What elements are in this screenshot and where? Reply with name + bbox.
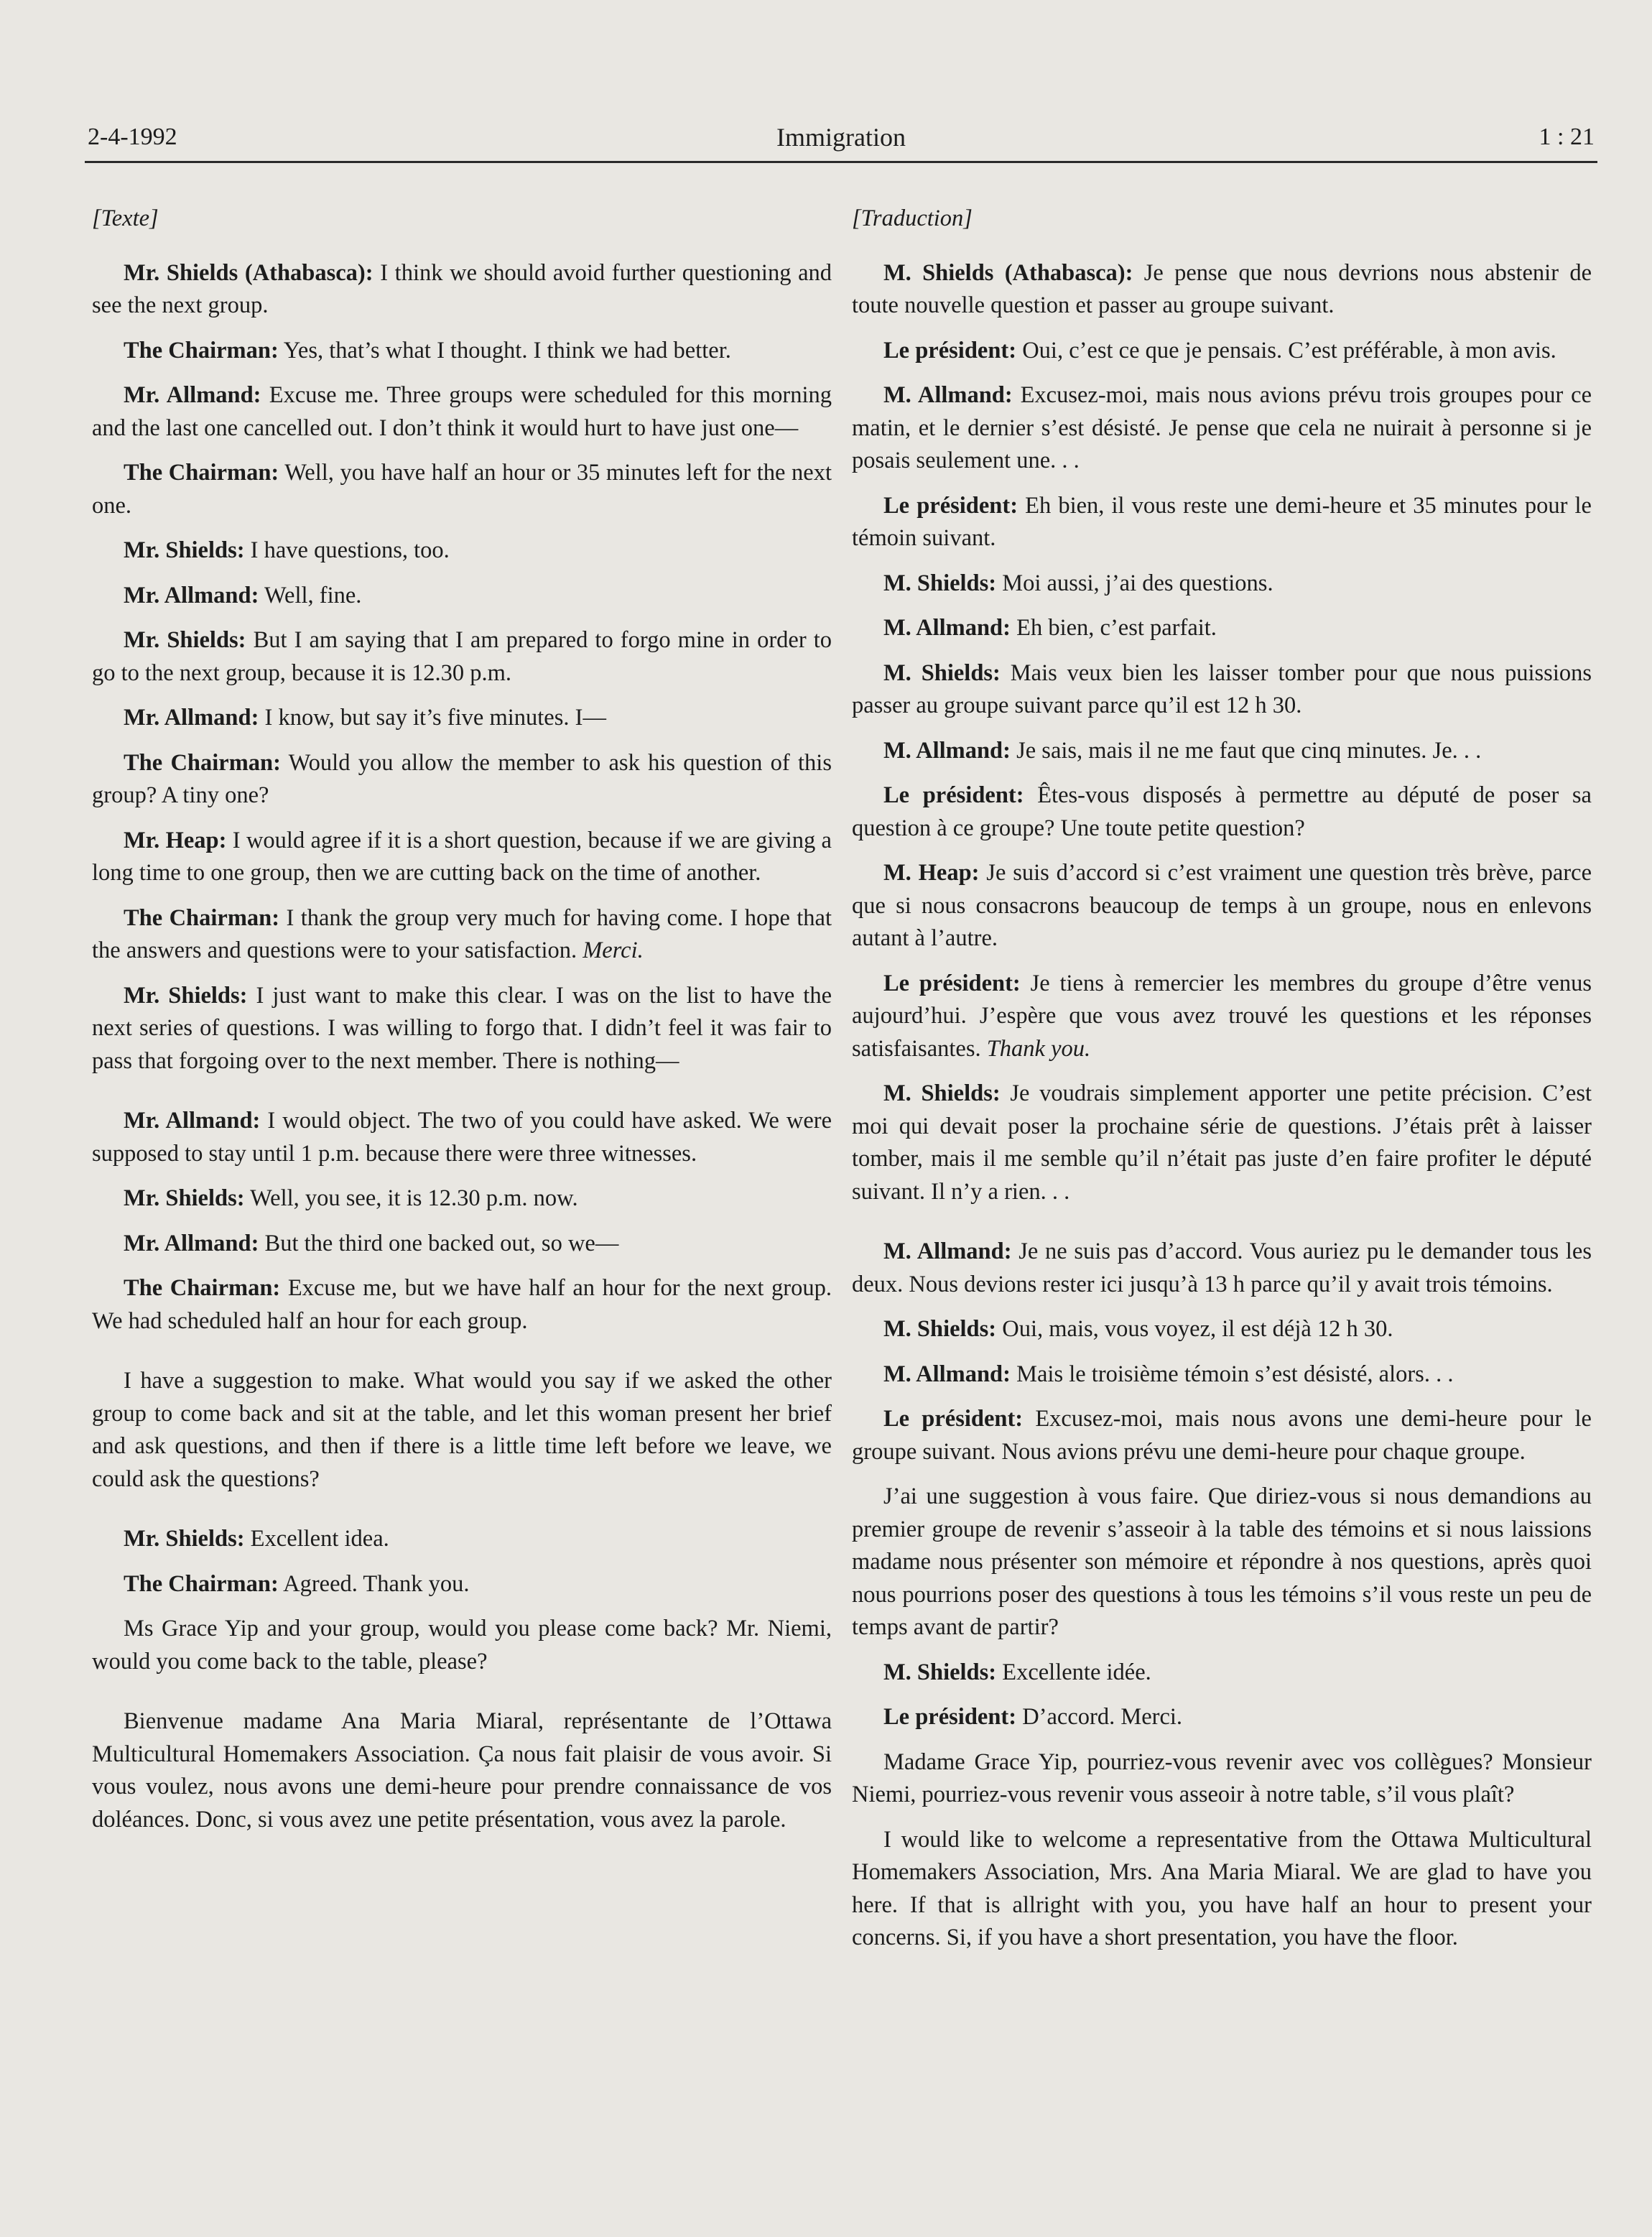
- speech-text: Mais le troisième témoin s’est désisté, alors. . .: [1010, 1361, 1454, 1387]
- column-tag: [Traduction]: [852, 205, 973, 231]
- speech-text: Agreed. Thank you.: [278, 1570, 470, 1597]
- transcript-paragraph: [92, 825, 832, 890]
- speaker-name: Mr. Shields:: [124, 627, 246, 653]
- speech-text: Eh bien, c’est parfait.: [1010, 615, 1217, 641]
- transcript-paragraph: [852, 857, 1592, 955]
- speaker-name: Mr. Shields (Athabasca):: [124, 259, 373, 286]
- speaker-name: The Chairman:: [124, 460, 279, 486]
- speaker-name: M. Allmand:: [883, 1238, 1012, 1264]
- speaker-name: Le président:: [883, 970, 1021, 996]
- speech-text: I would agree if it is a short question, because if we are giving a long time to one group, then we are cutting back on the time of another.: [92, 827, 832, 886]
- speaker-name: Mr. Shields:: [124, 982, 248, 1009]
- column-tag: [Texte]: [92, 205, 159, 231]
- header-page-number: 1 : 21: [1539, 124, 1595, 150]
- speaker-name: The Chairman:: [124, 1275, 281, 1301]
- speech-text: Excellente idée.: [996, 1659, 1151, 1685]
- speech-text: Eh bien, il vous reste une demi-heure et 35 minutes pour le témoin suivant.: [852, 492, 1592, 551]
- speech-text: Bienvenue madame Ana Maria Miaral, représentante de l’Ottawa Multicultural Homemakers Association. Ça nous fait plaisir de vous avoir. Si vous voulez, nous avons une demi-heure pour prendre connaissance de vos doléances. Donc, si vous avez une petite présentation, vous avez la parole.: [92, 1708, 832, 1833]
- transcript-paragraph: [92, 1105, 832, 1170]
- speaker-name: Mr. Allmand:: [124, 705, 259, 731]
- transcript-paragraph: [852, 968, 1592, 1066]
- speaker-name: M. Allmand:: [883, 737, 1011, 764]
- transcript-paragraph: [92, 1228, 832, 1261]
- transcript-paragraph: [92, 747, 832, 812]
- speech-text: Oui, mais, vous voyez, il est déjà 12 h 30.: [996, 1316, 1393, 1342]
- transcript-paragraph: [92, 1613, 832, 1678]
- transcript-paragraph: [852, 1403, 1592, 1468]
- transcript-paragraph: [92, 1272, 832, 1338]
- transcript-paragraph: [852, 1236, 1592, 1301]
- speech-text: But I am saying that I am prepared to forgo mine in order to go to the next group, because it is 12.30 p.m.: [92, 627, 832, 686]
- transcript-paragraph: [92, 580, 832, 613]
- transcript-paragraph: [852, 1313, 1592, 1346]
- transcript-paragraph: [92, 702, 832, 735]
- speaker-name: The Chairman:: [124, 1570, 279, 1597]
- speaker-name: M. Shields:: [883, 1659, 997, 1685]
- running-header: [85, 121, 1597, 163]
- speaker-name: Mr. Shields:: [124, 537, 245, 563]
- speech-text: I have a suggestion to make. What would you say if we asked the other group to come back and sit at the table, and let this woman present her brief and ask questions, and then if there is a little time left before we leave, we could ask the questions?: [92, 1368, 832, 1492]
- speech-text: Well, you have half an hour or 35 minutes left for the next one.: [92, 460, 832, 519]
- transcript-paragraph: [852, 1746, 1592, 1812]
- speaker-name: Mr. Allmand:: [124, 1108, 261, 1134]
- english-column: [92, 203, 832, 1848]
- speech-text: Je ne suis pas d’accord. Vous auriez pu le demander tous les deux. Nous devions rester ici jusqu’à 13 h parce qu’il y avait trois témoins.: [852, 1238, 1592, 1297]
- speech-text: I know, but say it’s five minutes. I—: [259, 705, 606, 731]
- speech-text: J’ai une suggestion à vous faire. Que diriez-vous si nous demandions au premier groupe de revenir s’asseoir à la table des témoins et si nous laissions madame nous présenter son mémoire et répondre à nos questions, après quoi nous pourrions poser des questions à tous les témoins s’il vous reste un peu de temps avant de partir?: [852, 1483, 1592, 1640]
- transcript-paragraph: [92, 1705, 832, 1836]
- speech-text: But the third one backed out, so we—: [259, 1230, 619, 1256]
- speech-text: Excuse me, but we have half an hour for the next group. We had scheduled half an hour for each group.: [92, 1275, 832, 1334]
- speech-text: Would you allow the member to ask his question of this group? A tiny one?: [92, 749, 832, 808]
- speech-text: Je voudrais simplement apporter une petite précision. C’est moi qui devait poser la prochaine série de questions. J’étais prêt à laisser tomber, mais il me semble qu’il n’était pas juste d’en faire profiter le député suivant. Il n’y a rien. . .: [852, 1080, 1592, 1205]
- french-column: [852, 203, 1592, 1967]
- speaker-name: Mr. Allmand:: [124, 582, 259, 608]
- transcript-paragraph: [852, 1824, 1592, 1955]
- transcript-paragraph: [852, 735, 1592, 768]
- transcript-paragraph: [852, 1358, 1592, 1391]
- transcript-paragraph: [92, 257, 832, 323]
- speech-text: I thank the group very much for having come. I hope that the answers and questions were to your satisfaction.: [92, 904, 832, 963]
- transcript-paragraph: [92, 1568, 832, 1601]
- transcript-paragraph: [92, 335, 832, 368]
- speech-text: I have questions, too.: [244, 537, 450, 563]
- speaker-name: Mr. Allmand:: [124, 382, 261, 408]
- speaker-name: Mr. Shields:: [124, 1526, 245, 1552]
- transcript-paragraph: [92, 534, 832, 568]
- speech-text: I think we should avoid further questioning and see the next group.: [92, 259, 832, 318]
- speech-text: Moi aussi, j’ai des questions.: [996, 570, 1273, 596]
- transcript-paragraph: [92, 1182, 832, 1215]
- header-title: Immigration: [776, 123, 906, 152]
- transcript-paragraph: [92, 902, 832, 968]
- speech-text: Excusez-moi, mais nous avions prévu trois groupes pour ce matin, et le dernier s’est désisté. Je pense que cela ne nuirait à personne si je posais seulement une. . .: [852, 382, 1592, 473]
- transcript-paragraph: [92, 624, 832, 690]
- transcript-paragraph: [852, 657, 1592, 723]
- speaker-name: Mr. Heap:: [124, 827, 227, 853]
- speaker-name: The Chairman:: [124, 337, 279, 363]
- speaker-name: M. Shields:: [883, 1316, 997, 1342]
- speaker-name: Mr. Shields:: [124, 1185, 245, 1211]
- speech-text-italic: Thank you.: [986, 1035, 1091, 1062]
- speech-text: Mais veux bien les laisser tomber pour que nous puissions passer au groupe suivant parce qu’il est 12 h 30.: [852, 659, 1592, 718]
- speaker-name: Le président:: [883, 1406, 1024, 1432]
- speaker-name: Le président:: [883, 782, 1024, 808]
- transcript-paragraph: [852, 379, 1592, 478]
- speaker-name: M. Shields (Athabasca):: [883, 259, 1133, 286]
- transcript-paragraph: [852, 1657, 1592, 1690]
- speech-text: Je tiens à remercier les membres du groupe d’être venus aujourd’hui. J’espère que vous avez trouvé les questions et les réponses satisfaisantes.: [852, 970, 1592, 1062]
- speech-text: Je suis d’accord si c’est vraiment une question très brève, parce que si nous consacrons beaucoup de temps à un groupe, nous en enlevons autant à l’autre.: [852, 860, 1592, 951]
- speech-text: Excellent idea.: [244, 1526, 389, 1552]
- speaker-name: The Chairman:: [124, 749, 281, 776]
- transcript-paragraph: [92, 379, 832, 445]
- speech-text: Excusez-moi, mais nous avons une demi-heure pour le groupe suivant. Nous avions prévu une demi-heure pour chaque groupe.: [852, 1406, 1592, 1465]
- speech-text: Well, fine.: [259, 582, 362, 608]
- transcript-paragraph: [852, 490, 1592, 555]
- speech-text: Madame Grace Yip, pourriez-vous revenir avec vos collègues? Monsieur Niemi, pourriez-vous revenir vous asseoir à notre table, s’il vous plaît?: [852, 1749, 1592, 1807]
- speech-text: D’accord. Merci.: [1016, 1704, 1183, 1730]
- speech-text: I would like to welcome a representative from the Ottawa Multicultural Homemakers Association, Mrs. Ana Maria Miaral. We are glad to have you here. If that is allright with you, you have half an hour to present your concerns. Si, if you have a short presentation, you have the floor.: [852, 1826, 1592, 1950]
- speech-text: Je pense que nous devrions nous abstenir de toute nouvelle question et passer au groupe suivant.: [852, 259, 1592, 318]
- speech-text: Oui, c’est ce que je pensais. C’est préférable, à mon avis.: [1016, 337, 1556, 363]
- speech-text: Excuse me. Three groups were scheduled for this morning and the last one cancelled out. I don’t think it would hurt to have just one—: [92, 382, 832, 441]
- transcript-paragraph: [852, 1481, 1592, 1644]
- speech-text-italic: Merci.: [583, 937, 644, 963]
- header-date: 2-4-1992: [88, 124, 177, 150]
- speech-text: Ms Grace Yip and your group, would you please come back? Mr. Niemi, would you come back to the table, please?: [92, 1616, 832, 1675]
- speech-text: I would object. The two of you could have asked. We were supposed to stay until 1 p.m. because there were three witnesses.: [92, 1108, 832, 1167]
- transcript-paragraph: [852, 257, 1592, 323]
- transcript-paragraph: [852, 568, 1592, 601]
- speaker-name: Le président:: [883, 337, 1017, 363]
- speech-text: I just want to make this clear. I was on the list to have the next series of questions. I was willing to forgo that. I didn’t feel it was fair to pass that forgoing over to the next member. There is nothing—: [92, 982, 832, 1074]
- speaker-name: M. Allmand:: [883, 382, 1013, 408]
- speaker-name: Mr. Allmand:: [124, 1230, 259, 1256]
- speech-text: Well, you see, it is 12.30 p.m. now.: [244, 1185, 578, 1211]
- speaker-name: M. Shields:: [883, 1080, 1001, 1106]
- speaker-name: The Chairman:: [124, 904, 280, 931]
- speech-text: Êtes-vous disposés à permettre au député de poser sa question à ce groupe? Une toute petite question?: [852, 782, 1592, 841]
- transcript-paragraph: [92, 1523, 832, 1556]
- transcript-paragraph: [852, 612, 1592, 645]
- transcript-paragraph: [852, 1701, 1592, 1734]
- speaker-name: M. Shields:: [883, 570, 997, 596]
- speaker-name: M. Heap:: [883, 860, 980, 886]
- transcript-paragraph: [852, 335, 1592, 368]
- speech-text: Je sais, mais il ne me faut que cinq minutes. Je. . .: [1010, 737, 1482, 764]
- speaker-name: Le président:: [883, 1704, 1017, 1730]
- speech-text: Yes, that’s what I thought. I think we had better.: [278, 337, 731, 363]
- speaker-name: M. Allmand:: [883, 1361, 1011, 1387]
- speaker-name: M. Allmand:: [883, 615, 1011, 641]
- speaker-name: M. Shields:: [883, 659, 1001, 686]
- transcript-paragraph: [92, 457, 832, 522]
- transcript-paragraph: [852, 779, 1592, 845]
- transcript-paragraph: [92, 1365, 832, 1496]
- transcript-paragraph: [92, 980, 832, 1078]
- speaker-name: Le président:: [883, 492, 1018, 519]
- transcript-paragraph: [852, 1078, 1592, 1208]
